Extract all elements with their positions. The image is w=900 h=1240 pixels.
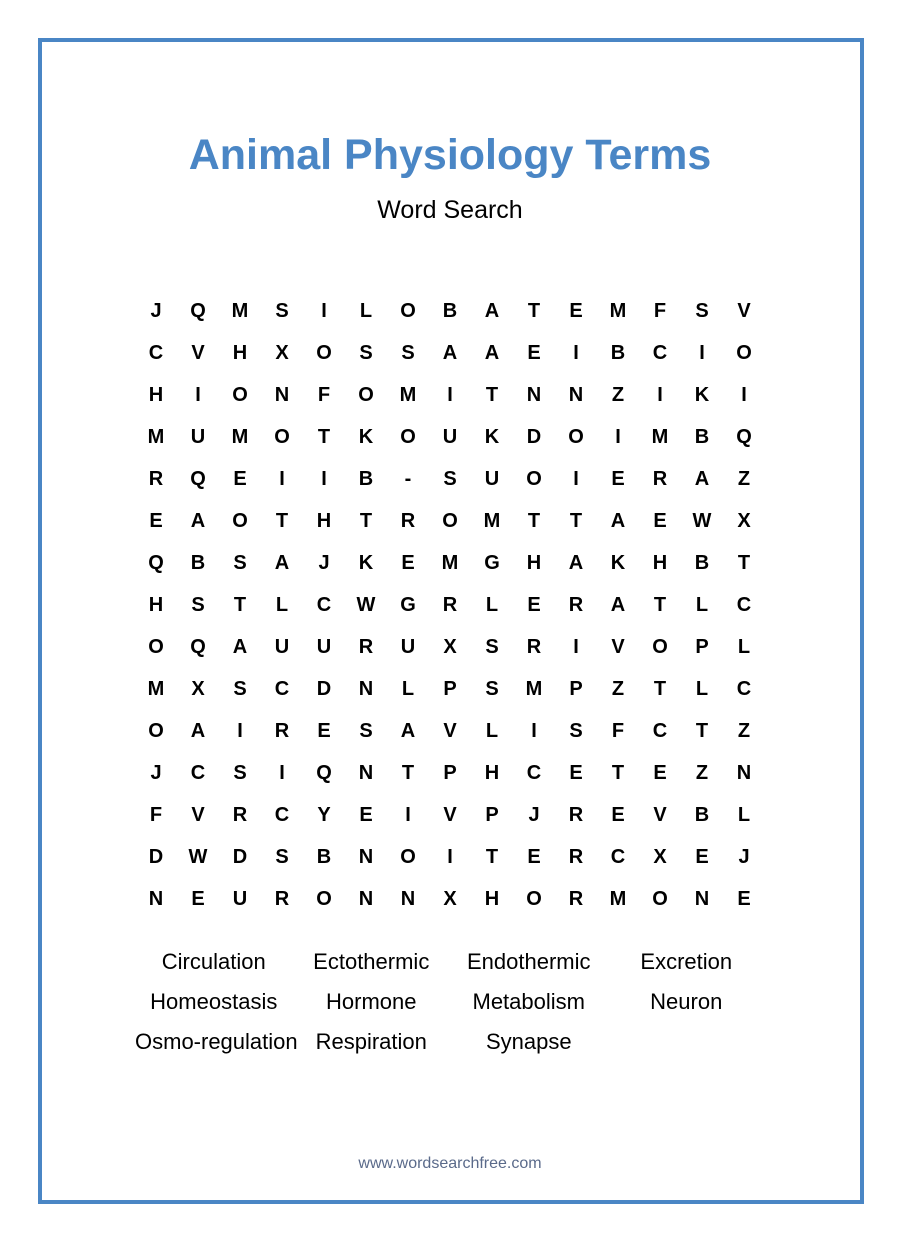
- grid-cell: E: [653, 510, 667, 532]
- grid-row: [135, 416, 765, 458]
- grid-cell: I: [447, 384, 453, 406]
- grid-cell: B: [610, 342, 626, 364]
- grid-cell: N: [358, 762, 374, 784]
- grid-cell: E: [653, 762, 667, 784]
- grid-cell: B: [442, 300, 458, 322]
- grid-cell: N: [400, 888, 416, 910]
- grid-cell: U: [190, 426, 206, 448]
- grid-row: [135, 542, 765, 584]
- grid-cell: X: [443, 888, 457, 910]
- grid-cell: O: [526, 888, 542, 910]
- grid-cell: C: [148, 342, 164, 364]
- grid-cell: X: [653, 846, 667, 868]
- grid-cell: I: [573, 468, 579, 490]
- grid-cell: D: [148, 846, 164, 868]
- grid-cell: S: [275, 300, 289, 322]
- grid-cell: B: [316, 846, 332, 868]
- grid-cell: M: [483, 510, 501, 532]
- grid-cell: T: [485, 384, 499, 406]
- grid-cell: C: [736, 678, 752, 700]
- grid-cell: Z: [737, 720, 751, 742]
- grid-cell: J: [528, 804, 540, 826]
- grid-cell: H: [316, 510, 332, 532]
- grid-cell: A: [274, 552, 290, 574]
- grid-cell: J: [150, 300, 162, 322]
- grid-cell: I: [657, 384, 663, 406]
- grid-cell: O: [736, 342, 752, 364]
- grid-cell: O: [526, 468, 542, 490]
- grid-cell: G: [484, 552, 500, 574]
- grid-cell: X: [191, 678, 205, 700]
- grid-cell: F: [149, 804, 163, 826]
- grid-cell: R: [526, 636, 542, 658]
- grid-cell: H: [526, 552, 542, 574]
- grid-cell: P: [485, 804, 499, 826]
- grid-cell: S: [359, 720, 373, 742]
- grid-cell: N: [694, 888, 710, 910]
- grid-cell: L: [737, 636, 751, 658]
- grid-cell: R: [568, 594, 584, 616]
- grid-row: [135, 710, 765, 752]
- grid-cell: V: [653, 804, 667, 826]
- grid-cell: J: [318, 552, 330, 574]
- grid-cell: P: [695, 636, 709, 658]
- grid-cell: A: [442, 342, 458, 364]
- grid-cell: E: [317, 720, 331, 742]
- grid-cell: Q: [148, 552, 164, 574]
- grid-cell: U: [442, 426, 458, 448]
- grid-cell: K: [358, 552, 374, 574]
- grid-cell: D: [526, 426, 542, 448]
- grid-row: [135, 836, 765, 878]
- word-list-item: Respiration: [315, 1029, 427, 1054]
- grid-cell: M: [147, 426, 165, 448]
- grid-cell: -: [404, 468, 412, 490]
- grid-cell: O: [316, 342, 332, 364]
- grid-cell: I: [573, 342, 579, 364]
- grid-cell: O: [400, 426, 416, 448]
- grid-cell: R: [442, 594, 458, 616]
- grid-cell: B: [358, 468, 374, 490]
- page-title: Animal Physiology Terms: [188, 131, 712, 179]
- grid-cell: E: [527, 594, 541, 616]
- grid-cell: V: [191, 804, 205, 826]
- grid-cell: R: [400, 510, 416, 532]
- word-list-item: Synapse: [485, 1029, 572, 1054]
- grid-cell: G: [400, 594, 416, 616]
- grid-row: [135, 878, 765, 920]
- grid-cell: T: [527, 300, 541, 322]
- grid-cell: W: [356, 594, 376, 616]
- grid-cell: S: [359, 342, 373, 364]
- grid-cell: O: [316, 888, 332, 910]
- grid-cell: S: [443, 468, 457, 490]
- word-list: [135, 942, 765, 1062]
- grid-cell: Q: [316, 762, 332, 784]
- word-list-item: Neuron: [650, 989, 723, 1014]
- grid-cell: S: [233, 552, 247, 574]
- grid-cell: I: [699, 342, 705, 364]
- grid-cell: V: [443, 720, 457, 742]
- grid-cell: T: [401, 762, 415, 784]
- grid-cell: I: [615, 426, 621, 448]
- grid-cell: C: [652, 720, 668, 742]
- grid-cell: U: [400, 636, 416, 658]
- grid-cell: E: [611, 468, 625, 490]
- word-list-item: Circulation: [161, 949, 266, 974]
- grid-cell: F: [611, 720, 625, 742]
- grid-cell: K: [358, 426, 374, 448]
- grid-cell: C: [652, 342, 668, 364]
- grid-cell: S: [569, 720, 583, 742]
- grid-cell: O: [400, 846, 416, 868]
- grid-cell: V: [443, 804, 457, 826]
- grid-cell: M: [231, 300, 249, 322]
- grid-cell: C: [316, 594, 332, 616]
- grid-cell: M: [441, 552, 459, 574]
- grid-cell: Q: [736, 426, 752, 448]
- grid-cell: Q: [190, 300, 206, 322]
- grid-cell: U: [316, 636, 332, 658]
- grid-cell: F: [653, 300, 667, 322]
- word-list-item: Homeostasis: [150, 989, 278, 1014]
- grid-cell: E: [737, 888, 751, 910]
- grid-cell: N: [358, 888, 374, 910]
- grid-cell: O: [148, 720, 164, 742]
- word-list-item: Osmo-regulation: [135, 1029, 298, 1054]
- grid-cell: B: [694, 552, 710, 574]
- grid-cell: O: [652, 888, 668, 910]
- grid-cell: E: [527, 342, 541, 364]
- grid-cell: R: [568, 888, 584, 910]
- grid-cell: A: [568, 552, 584, 574]
- grid-cell: L: [401, 678, 415, 700]
- grid-cell: N: [568, 384, 584, 406]
- grid-cell: C: [274, 678, 290, 700]
- grid-cell: E: [527, 846, 541, 868]
- grid-cell: E: [233, 468, 247, 490]
- grid-cell: R: [652, 468, 668, 490]
- grid-cell: J: [150, 762, 162, 784]
- grid-cell: N: [736, 762, 752, 784]
- word-list-item: Metabolism: [472, 989, 585, 1014]
- grid-cell: L: [695, 678, 709, 700]
- grid-cell: E: [611, 804, 625, 826]
- grid-cell: T: [527, 510, 541, 532]
- grid-cell: W: [188, 846, 208, 868]
- grid-cell: T: [695, 720, 709, 742]
- grid-cell: I: [405, 804, 411, 826]
- grid-cell: S: [695, 300, 709, 322]
- word-list-item: Endothermic: [466, 949, 591, 974]
- grid-cell: Z: [695, 762, 709, 784]
- grid-cell: C: [190, 762, 206, 784]
- grid-cell: M: [525, 678, 543, 700]
- grid-cell: O: [274, 426, 290, 448]
- grid-cell: H: [232, 342, 248, 364]
- grid-cell: C: [526, 762, 542, 784]
- grid-cell: S: [233, 678, 247, 700]
- grid-cell: A: [484, 342, 500, 364]
- letter-grid: [135, 290, 765, 920]
- grid-cell: H: [484, 888, 500, 910]
- grid-cell: M: [609, 300, 627, 322]
- grid-cell: P: [443, 678, 457, 700]
- grid-cell: R: [274, 720, 290, 742]
- grid-cell: T: [317, 426, 331, 448]
- grid-cell: H: [148, 384, 164, 406]
- grid-row: [135, 794, 765, 836]
- grid-cell: I: [195, 384, 201, 406]
- grid-cell: L: [695, 594, 709, 616]
- grid-cell: U: [484, 468, 500, 490]
- grid-cell: S: [275, 846, 289, 868]
- grid-cell: I: [279, 762, 285, 784]
- grid-cell: T: [569, 510, 583, 532]
- grid-cell: H: [484, 762, 500, 784]
- grid-cell: T: [275, 510, 289, 532]
- page-subtitle: Word Search: [377, 196, 523, 224]
- grid-cell: E: [359, 804, 373, 826]
- grid-cell: V: [737, 300, 751, 322]
- grid-cell: P: [443, 762, 457, 784]
- grid-cell: O: [400, 300, 416, 322]
- grid-cell: L: [737, 804, 751, 826]
- grid-cell: T: [737, 552, 751, 574]
- word-list-item: Hormone: [326, 989, 417, 1014]
- grid-cell: I: [237, 720, 243, 742]
- grid-cell: P: [569, 678, 583, 700]
- grid-cell: E: [191, 888, 205, 910]
- word-list-item: Excretion: [640, 949, 733, 974]
- grid-cell: V: [611, 636, 625, 658]
- grid-cell: I: [321, 300, 327, 322]
- grid-cell: Q: [190, 636, 206, 658]
- grid-cell: U: [274, 636, 290, 658]
- grid-cell: S: [485, 678, 499, 700]
- grid-cell: Z: [611, 678, 625, 700]
- grid-cell: I: [447, 846, 453, 868]
- grid-cell: M: [651, 426, 669, 448]
- grid-row: [135, 584, 765, 626]
- grid-cell: K: [610, 552, 626, 574]
- grid-cell: M: [399, 384, 417, 406]
- grid-cell: T: [233, 594, 247, 616]
- grid-cell: X: [443, 636, 457, 658]
- grid-cell: D: [232, 846, 248, 868]
- grid-cell: T: [653, 594, 667, 616]
- grid-row: [135, 500, 765, 542]
- grid-cell: S: [485, 636, 499, 658]
- grid-cell: O: [232, 384, 248, 406]
- grid-row: [135, 752, 765, 794]
- grid-cell: R: [148, 468, 164, 490]
- grid-cell: O: [652, 636, 668, 658]
- grid-cell: A: [190, 720, 206, 742]
- grid-cell: X: [275, 342, 289, 364]
- word-list-item: Ectothermic: [313, 949, 430, 974]
- grid-cell: E: [401, 552, 415, 574]
- grid-row: [135, 668, 765, 710]
- grid-cell: W: [692, 510, 712, 532]
- grid-cell: S: [233, 762, 247, 784]
- grid-cell: N: [358, 846, 374, 868]
- grid-cell: T: [359, 510, 373, 532]
- grid-cell: V: [191, 342, 205, 364]
- grid-cell: I: [279, 468, 285, 490]
- footer-url: www.wordsearchfree.com: [358, 1155, 542, 1172]
- grid-cell: A: [190, 510, 206, 532]
- grid-cell: R: [274, 888, 290, 910]
- grid-cell: E: [569, 762, 583, 784]
- grid-cell: R: [232, 804, 248, 826]
- grid-cell: I: [531, 720, 537, 742]
- grid-cell: Z: [611, 384, 625, 406]
- grid-cell: A: [610, 594, 626, 616]
- grid-cell: U: [232, 888, 248, 910]
- grid-cell: I: [741, 384, 747, 406]
- grid-cell: T: [653, 678, 667, 700]
- grid-cell: B: [694, 804, 710, 826]
- grid-cell: A: [232, 636, 248, 658]
- grid-cell: L: [485, 720, 499, 742]
- grid-cell: S: [401, 342, 415, 364]
- grid-row: [135, 290, 765, 332]
- grid-cell: I: [573, 636, 579, 658]
- grid-row: [135, 332, 765, 374]
- grid-row: [135, 626, 765, 668]
- grid-cell: T: [611, 762, 625, 784]
- grid-cell: E: [569, 300, 583, 322]
- grid-cell: N: [358, 678, 374, 700]
- grid-cell: B: [694, 426, 710, 448]
- grid-cell: M: [609, 888, 627, 910]
- grid-cell: L: [485, 594, 499, 616]
- grid-cell: E: [695, 846, 709, 868]
- grid-cell: M: [147, 678, 165, 700]
- grid-row: [135, 458, 765, 500]
- grid-cell: H: [652, 552, 668, 574]
- grid-cell: S: [191, 594, 205, 616]
- grid-cell: O: [148, 636, 164, 658]
- grid-cell: O: [232, 510, 248, 532]
- grid-cell: A: [610, 510, 626, 532]
- grid-cell: A: [400, 720, 416, 742]
- grid-cell: Q: [190, 468, 206, 490]
- grid-cell: N: [274, 384, 290, 406]
- grid-cell: Z: [737, 468, 751, 490]
- grid-cell: E: [149, 510, 163, 532]
- grid-cell: F: [317, 384, 331, 406]
- grid-cell: L: [275, 594, 289, 616]
- grid-cell: C: [736, 594, 752, 616]
- grid-cell: D: [316, 678, 332, 700]
- grid-cell: X: [737, 510, 751, 532]
- grid-cell: A: [484, 300, 500, 322]
- grid-cell: R: [568, 846, 584, 868]
- grid-cell: T: [485, 846, 499, 868]
- grid-cell: K: [694, 384, 710, 406]
- grid-cell: L: [359, 300, 373, 322]
- grid-cell: I: [321, 468, 327, 490]
- grid-cell: O: [358, 384, 374, 406]
- grid-cell: C: [274, 804, 290, 826]
- grid-cell: C: [610, 846, 626, 868]
- grid-cell: O: [442, 510, 458, 532]
- grid-cell: J: [738, 846, 750, 868]
- grid-cell: K: [484, 426, 500, 448]
- grid-cell: H: [148, 594, 164, 616]
- grid-cell: A: [694, 468, 710, 490]
- grid-cell: B: [190, 552, 206, 574]
- grid-cell: N: [148, 888, 164, 910]
- grid-cell: R: [358, 636, 374, 658]
- grid-cell: M: [231, 426, 249, 448]
- grid-cell: R: [568, 804, 584, 826]
- grid-cell: O: [568, 426, 584, 448]
- grid-cell: Y: [317, 804, 331, 826]
- grid-row: [135, 374, 765, 416]
- grid-cell: N: [526, 384, 542, 406]
